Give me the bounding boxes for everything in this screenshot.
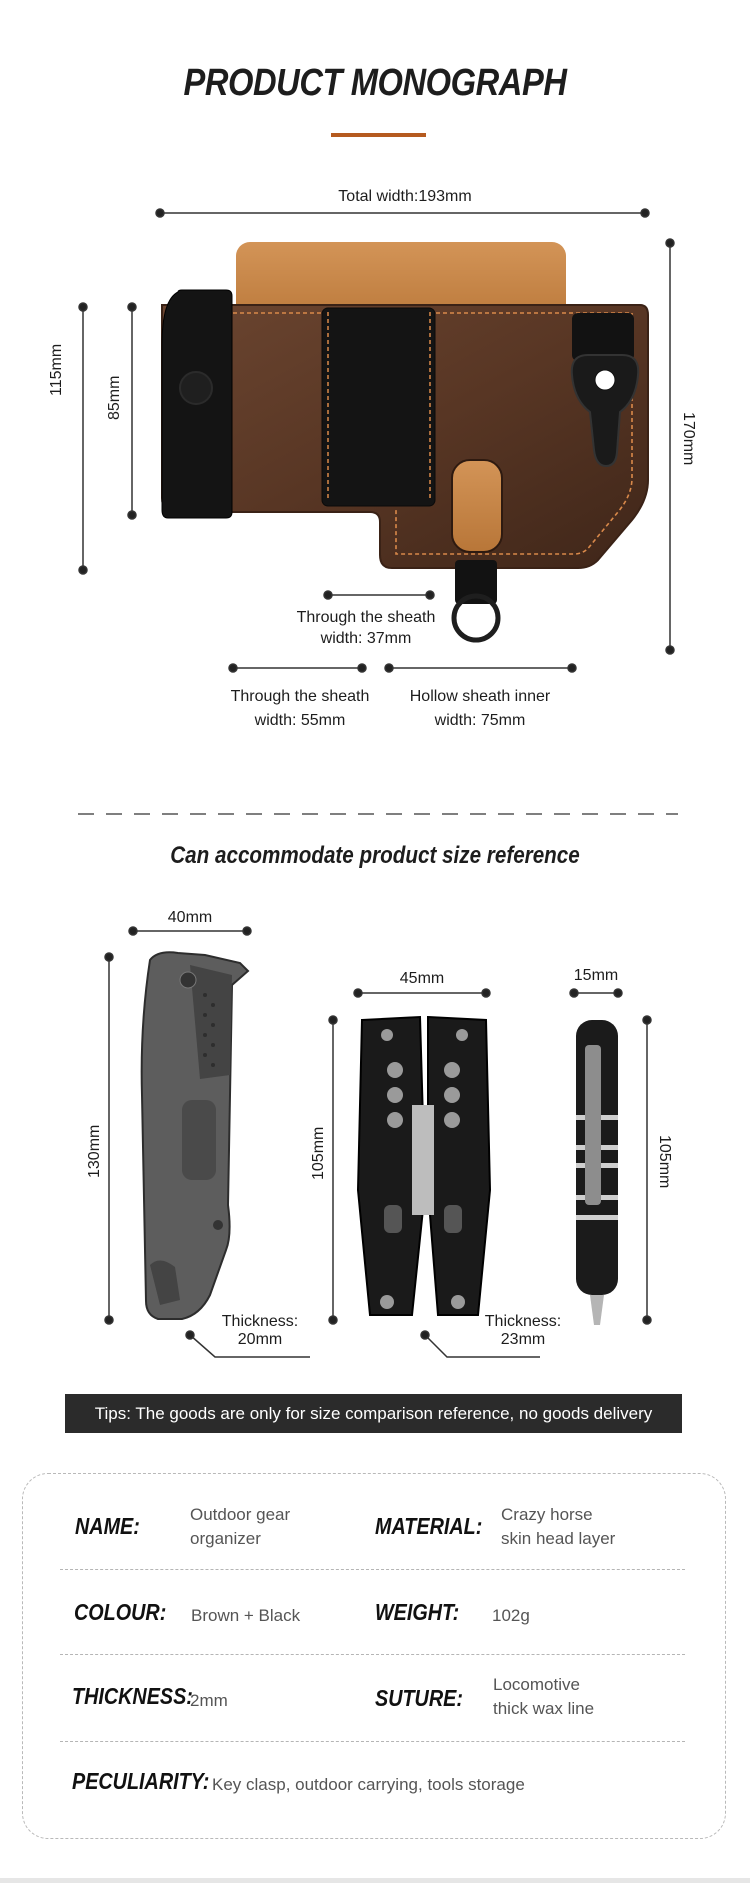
spec-label-peculiarity: PECULIARITY: [72,1768,210,1794]
spec-value-material: Crazy horse skin head layer [501,1505,616,1548]
center-strap [322,308,435,506]
driver-height-label: 105mm [656,1135,673,1189]
bottom-strip [0,1878,750,1883]
knife-width-label: 40mm [167,909,213,926]
spec-value-weight: 102g [492,1606,530,1625]
height-85-label: 85mm [106,375,123,420]
tips-banner: Tips: The goods are only for size comparison reference, no goods delivery [65,1394,682,1433]
spec-label-name: NAME: [75,1513,140,1539]
plier-thickness-label: Thickness: 23mm [484,1313,562,1348]
spec-value-colour: Brown + Black [191,1606,301,1625]
spec-divider [60,1741,685,1742]
spec-label-weight: WEIGHT: [375,1599,460,1625]
knife-height-label: 130mm [86,1124,103,1178]
sheath-diagram [0,150,750,770]
reference-title: Can accommodate product size reference [170,842,580,869]
tools-diagram [0,905,750,1375]
spec-label-thickness: THICKNESS: [72,1683,193,1709]
plier-width-label: 45mm [399,970,445,987]
spec-label-material: MATERIAL: [375,1513,483,1539]
key-loop [572,313,634,361]
plier-height-label: 105mm [310,1126,327,1180]
sheath-55-label: Through the sheath width: 55mm [230,688,370,729]
hollow-75-label: Hollow sheath inner width: 75mm [409,688,551,729]
folding-knife [142,952,248,1319]
spec-value-peculiarity: Key clasp, outdoor carrying, tools storage [212,1775,525,1794]
driver-width-label: 15mm [573,967,619,984]
height-170-label: 170mm [680,412,697,466]
spec-value-thickness: 2mm [190,1691,228,1710]
spec-value-suture: Locomotive thick wax line [493,1675,595,1718]
knife-thickness-label: Thickness: 20mm [221,1313,299,1348]
spec-divider [60,1654,685,1655]
height-115-label: 115mm [48,343,65,396]
pocket-screwdriver [576,1020,618,1325]
sheath-37-label: Through the sheath width: 37mm [296,609,436,647]
section-divider [78,812,678,816]
total-width-label: Total width:193mm [338,188,472,205]
title-underline [331,133,426,137]
spec-value-name: Outdoor gear organizer [190,1505,291,1548]
snap-button [180,372,212,404]
page-title: PRODUCT MONOGRAPH [183,62,567,104]
spec-label-colour: COLOUR: [74,1599,167,1625]
hollow-window [452,460,502,552]
spec-label-suture: SUTURE: [375,1685,463,1711]
spec-divider [60,1569,685,1570]
multitool-plier [358,1017,490,1315]
